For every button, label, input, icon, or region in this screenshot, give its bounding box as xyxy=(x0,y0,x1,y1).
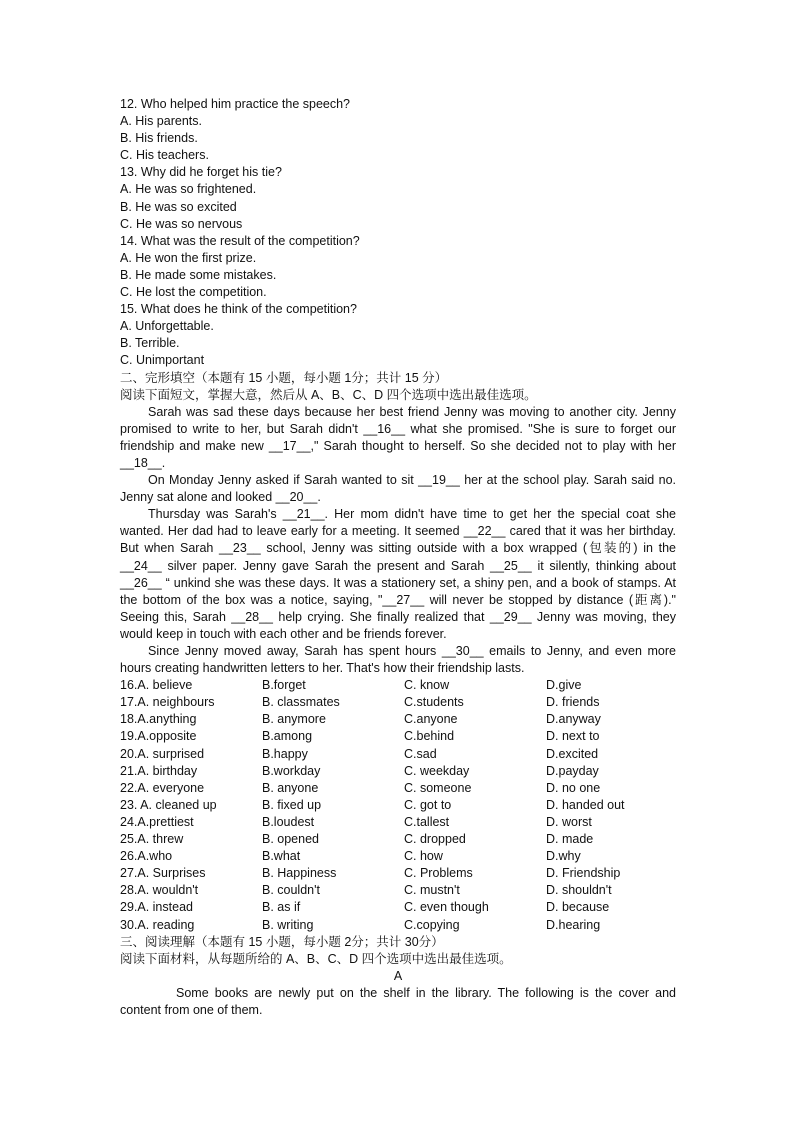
option-cell: B. opened xyxy=(262,832,319,847)
cloze-instruction: 阅读下面短文，掌握大意，然后从 A、B、C、D 四个选项中选出最佳选项。 xyxy=(120,387,537,402)
option-cell: B. Happiness xyxy=(262,866,337,881)
option-cell: C.tallest xyxy=(404,814,450,829)
option-cell: B. as if xyxy=(262,900,301,915)
option-cell: B.loudest xyxy=(262,814,315,829)
option-row xyxy=(120,746,676,763)
option-cell: D. no one xyxy=(546,780,601,795)
option-cell: 25.A. threw xyxy=(120,832,184,847)
option-cell: B.happy xyxy=(262,746,308,761)
reading-section xyxy=(120,934,676,1019)
option-cell: C. even though xyxy=(404,900,489,915)
option-cell: B.among xyxy=(262,729,313,744)
option-cell: B.forget xyxy=(262,678,306,693)
option-cell: D.give xyxy=(546,678,582,693)
option-cell: 24.A.prettiest xyxy=(120,814,194,829)
question-text: 15. What does he think of the competition? xyxy=(120,302,357,317)
option-row xyxy=(120,711,676,728)
option-cell: C.anyone xyxy=(404,712,458,727)
option-cell: D. worst xyxy=(546,814,592,829)
option-cell: C. know xyxy=(404,678,450,693)
option-cell: D. made xyxy=(546,832,594,847)
question-text: 14. What was the result of the competition? xyxy=(120,233,360,248)
answer-option: B. He made some mistakes. xyxy=(120,267,277,282)
option-cell: 21.A. birthday xyxy=(120,763,198,778)
answer-option: A. He was so frightened. xyxy=(120,182,257,197)
option-cell: B. anyone xyxy=(262,780,319,795)
reading-heading: 三、阅读理解（本题有 15 小题，每小题 2分；共计 30分） xyxy=(120,934,444,949)
option-cell: C. dropped xyxy=(404,832,466,847)
option-cell: C. got to xyxy=(404,797,452,812)
listening-questions xyxy=(120,96,676,370)
option-cell: D. Friendship xyxy=(546,866,621,881)
reading-intro: Some books are newly put on the shelf in the library. The following is the cover and content from one of them. xyxy=(120,985,676,1017)
option-cell: B.what xyxy=(262,849,301,864)
cloze-paragraph: On Monday Jenny asked if Sarah wanted to sit __19__ her at the school play. Sarah said no. Jenny sat alone and looked __20__. xyxy=(120,473,676,505)
option-cell: 27.A. Surprises xyxy=(120,866,206,881)
option-cell: B. writing xyxy=(262,917,314,932)
answer-option: C. His teachers. xyxy=(120,148,209,163)
option-cell: D. next to xyxy=(546,729,600,744)
reading-instruction: 阅读下面材料，从每题所给的 A、B、C、D 四个选项中选出最佳选项。 xyxy=(120,951,512,966)
option-row xyxy=(120,831,676,848)
option-cell: D.why xyxy=(546,849,581,864)
cloze-section xyxy=(120,370,676,934)
option-row xyxy=(120,882,676,899)
option-cell: 19.A.opposite xyxy=(120,729,197,744)
option-row xyxy=(120,677,676,694)
option-cell: 29.A. instead xyxy=(120,900,193,915)
option-cell: 17.A. neighbours xyxy=(120,695,215,710)
option-row xyxy=(120,899,676,916)
answer-option: B. His friends. xyxy=(120,131,198,146)
option-row xyxy=(120,865,676,882)
option-cell: C.behind xyxy=(404,729,455,744)
option-cell: 28.A. wouldn't xyxy=(120,883,199,898)
option-cell: 30.A. reading xyxy=(120,917,195,932)
option-cell: C. mustn't xyxy=(404,883,460,898)
option-cell: D. handed out xyxy=(546,797,625,812)
answer-option: C. He lost the competition. xyxy=(120,285,267,300)
answer-option: C. Unimportant xyxy=(120,353,205,368)
option-row xyxy=(120,848,676,865)
option-cell: B. anymore xyxy=(262,712,326,727)
passage-letter: A xyxy=(393,968,403,983)
option-cell: D. friends xyxy=(546,695,600,710)
option-cell: 22.A. everyone xyxy=(120,780,205,795)
answer-option: C. He was so nervous xyxy=(120,216,243,231)
option-cell: D. shouldn't xyxy=(546,883,612,898)
answer-option: A. Unforgettable. xyxy=(120,319,214,334)
option-row xyxy=(120,814,676,831)
option-cell: D.hearing xyxy=(546,917,601,932)
option-cell: C.students xyxy=(404,695,464,710)
question-text: 13. Why did he forget his tie? xyxy=(120,165,282,180)
option-row xyxy=(120,694,676,711)
cloze-heading: 二、完形填空（本题有 15 小题，每小题 1分；共计 15 分） xyxy=(120,370,448,385)
option-cell: C. someone xyxy=(404,780,472,795)
option-cell: 16.A. believe xyxy=(120,678,193,693)
option-cell: 23. A. cleaned up xyxy=(120,797,217,812)
option-cell: C.sad xyxy=(404,746,437,761)
option-cell: 18.A.anything xyxy=(120,712,197,727)
option-row xyxy=(120,728,676,745)
option-cell: D. because xyxy=(546,900,610,915)
answer-option: A. His parents. xyxy=(120,114,202,129)
answer-option: B. He was so excited xyxy=(120,199,237,214)
option-row xyxy=(120,797,676,814)
option-cell: C.copying xyxy=(404,917,460,932)
option-cell: 20.A. surprised xyxy=(120,746,205,761)
option-row xyxy=(120,917,676,934)
option-cell: C. Problems xyxy=(404,866,473,881)
option-cell: C. how xyxy=(404,849,443,864)
option-cell: B. couldn't xyxy=(262,883,320,898)
option-row xyxy=(120,780,676,797)
cloze-paragraph: Since Jenny moved away, Sarah has spent hours __30__ emails to Jenny, and even more hours creating handwritten letters to her. That's how their friendship lasts. xyxy=(120,644,676,676)
option-cell: D.excited xyxy=(546,746,599,761)
option-cell: B. classmates xyxy=(262,695,340,710)
option-cell: C. weekday xyxy=(404,763,470,778)
cloze-paragraph: Thursday was Sarah's __21__. Her mom didn't have time to get her the special coat she wanted. Her dad had to leave early for a meeting. It seemed __22__ cared that it was her birthday. But when Sarah __23__ school, Jenny was sitting outside with a box wrapped (包装的) in the __24__ silver paper. Jenny gave Sarah the present and Sarah __25__ it silently, thinking about __26__ “ unkind she was these days. It was a stationery set, a shiny pen, and a book of stamps. At the bottom of the box was a notice, saying, "__27__ will never be stopped by distance (距离)." Seeing this, Sarah __28__ help crying. She finally realized that __29__ Jenny was moving, they would keep in touch with each other and be friends forever. xyxy=(120,507,676,641)
option-row xyxy=(120,763,676,780)
option-cell: B. fixed up xyxy=(262,797,322,812)
cloze-options-table xyxy=(120,677,676,933)
answer-option: A. He won the first prize. xyxy=(120,250,257,265)
question-text: 12. Who helped him practice the speech? xyxy=(120,97,350,111)
option-cell: 26.A.who xyxy=(120,849,173,864)
option-cell: B.workday xyxy=(262,763,321,778)
cloze-paragraph: Sarah was sad these days because her best friend Jenny was moving to another city. Jenny promised to write to her, but Sarah didn't __16__ what she promised. "She is sure to forget our friendship and make new __17__," Sarah thought to herself. So she decided not to play with her __18__. xyxy=(120,404,676,470)
exam-page xyxy=(120,96,676,1019)
answer-option: B. Terrible. xyxy=(120,336,180,351)
option-cell: D.payday xyxy=(546,763,599,778)
option-cell: D.anyway xyxy=(546,712,601,727)
